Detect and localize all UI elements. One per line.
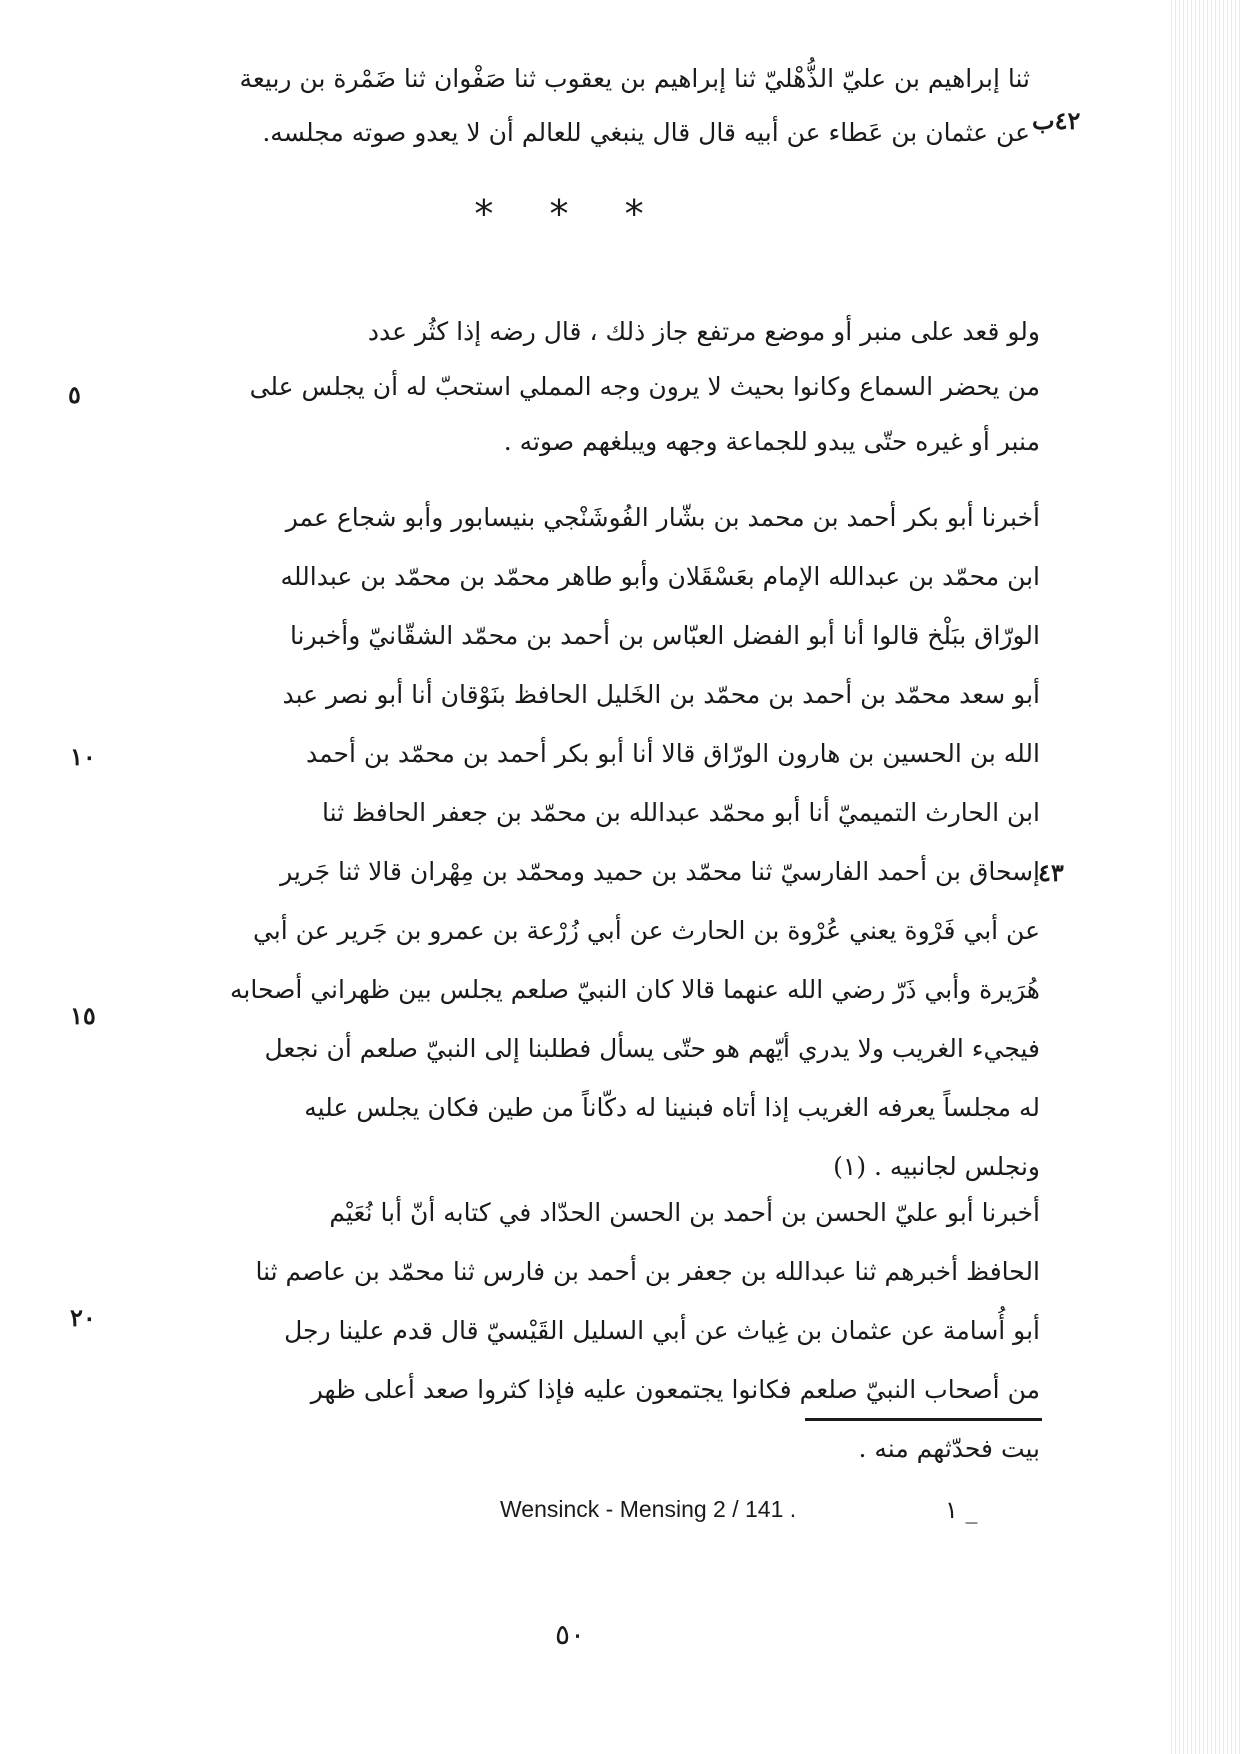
text-line: الله بن الحسين بن هارون الورّاق قالا أنا أبو بكر أحمد بن محمّد بن أحمد [305,739,1040,768]
margin-folio-number: ٤٢ب [1032,106,1081,135]
scan-binding-edge [1168,0,1240,1754]
footnote-rule [805,1418,1042,1421]
text-line: عن أبي فَرْوة يعني عُرْوة بن الحارث عن أبي زُرْعة بن عمرو بن جَرير عن أبي [252,916,1040,945]
text-line: أخبرنا أبو بكر أحمد بن محمد بن بشّار الفُوشَنْجي بنيسابور وأبو شجاع عمر [285,503,1040,532]
text-line: له مجلساً يعرفه الغريب إذا أتاه فبنينا له دكّاناً من طين فكان يجلس عليه [304,1093,1040,1122]
text-line: فيجيء الغريب ولا يدري أيّهم هو حتّى يسأل فطلبنا إلى النبيّ صلعم أن نجعل [264,1034,1040,1063]
text-line: ولو قعد على منبر أو موضع مرتفع جاز ذلك ، قال رضه إذا كثُر عدد [367,317,1040,346]
text-line: من أصحاب النبيّ صلعم فكانوا يجتمعون عليه فإذا كثروا صعد أعلى ظهر [310,1375,1040,1404]
text-line: أخبرنا أبو عليّ الحسن بن أحمد بن الحسن الحدّاد في كتابه أنّ أبا نُعَيْم [329,1198,1040,1227]
paragraph-narration [82,1183,1040,1478]
text-line: الحافظ أخبرهم ثنا عبدالله بن جعفر بن أحمد بن فارس ثنا محمّد بن عاصم ثنا [255,1257,1040,1286]
margin-folio-number: ٤٣ [1038,858,1064,887]
text-line: ابن محمّد بن عبدالله الإمام بعَسْقَلان وأبو طاهر محمّد بن محمّد بن عبدالله [280,562,1040,591]
text-line: أبو أُسامة عن عثمان بن غِياث عن أبي السليل القَيْسيّ قال قدم علينا رجل [284,1316,1040,1345]
text-line: إسحاق بن أحمد الفارسيّ ثنا محمّد بن حميد ومحمّد بن مِهْران قالا ثنا جَرير [280,857,1040,886]
text-line: أبو سعد محمّد بن أحمد بن محمّد بن الخَليل الحافظ بنَوْقان أنا أبو نصر عبد [282,680,1040,709]
text-line: الورّاق ببَلْخ قالوا أنا أبو الفضل العبّاس بن أحمد بن محمّد الشقّانيّ وأخبرنا [289,621,1040,650]
text-line: ثنا إبراهيم بن عليّ الذُّهْليّ ثنا إبراهيم بن يعقوب ثنا صَفْوان ثنا ضَمْرة بن ربيعة [239,64,1030,93]
footnote-marker: ١ _ [945,1496,978,1524]
line-number: ٢٠ [70,1303,96,1332]
page-number: ٥٠ [554,1618,586,1651]
text-line: عن عثمان بن عَطاء عن أبيه قال قال ينبغي للعالم أن لا يعدو صوته مجلسه. [262,118,1030,147]
paragraph-ruling [95,304,1040,469]
paragraph-hadith [82,488,1040,1196]
text-line: هُرَيرة وأبي ذَرّ رضي الله عنهما قالا كان النبيّ صلعم يجلس بين ظهراني أصحابه [229,975,1040,1004]
text-line: بيت فحدّثهم منه . [858,1434,1040,1463]
paragraph-isnad-1 [115,52,1030,160]
footnote-text: Wensinck - Mensing 2 / 141 . [500,1496,797,1522]
line-number: ٥ [68,380,81,409]
text-line: من يحضر السماع وكانوا بحيث لا يرون وجه المملي استحبّ له أن يجلس على [249,372,1040,401]
section-separator: * * * [474,192,666,236]
text-line: ابن الحارث التميميّ أنا أبو محمّد عبدالله بن محمّد بن جعفر الحافظ ثنا [321,798,1040,827]
text-line: منبر أو غيره حتّى يبدو للجماعة وجهه ويبلغهم صوته . [503,427,1040,456]
line-number: ١٠ [70,742,96,771]
line-number: ١٥ [70,1001,96,1030]
text-line: ونجلس لجانبيه . (١) [833,1152,1040,1181]
